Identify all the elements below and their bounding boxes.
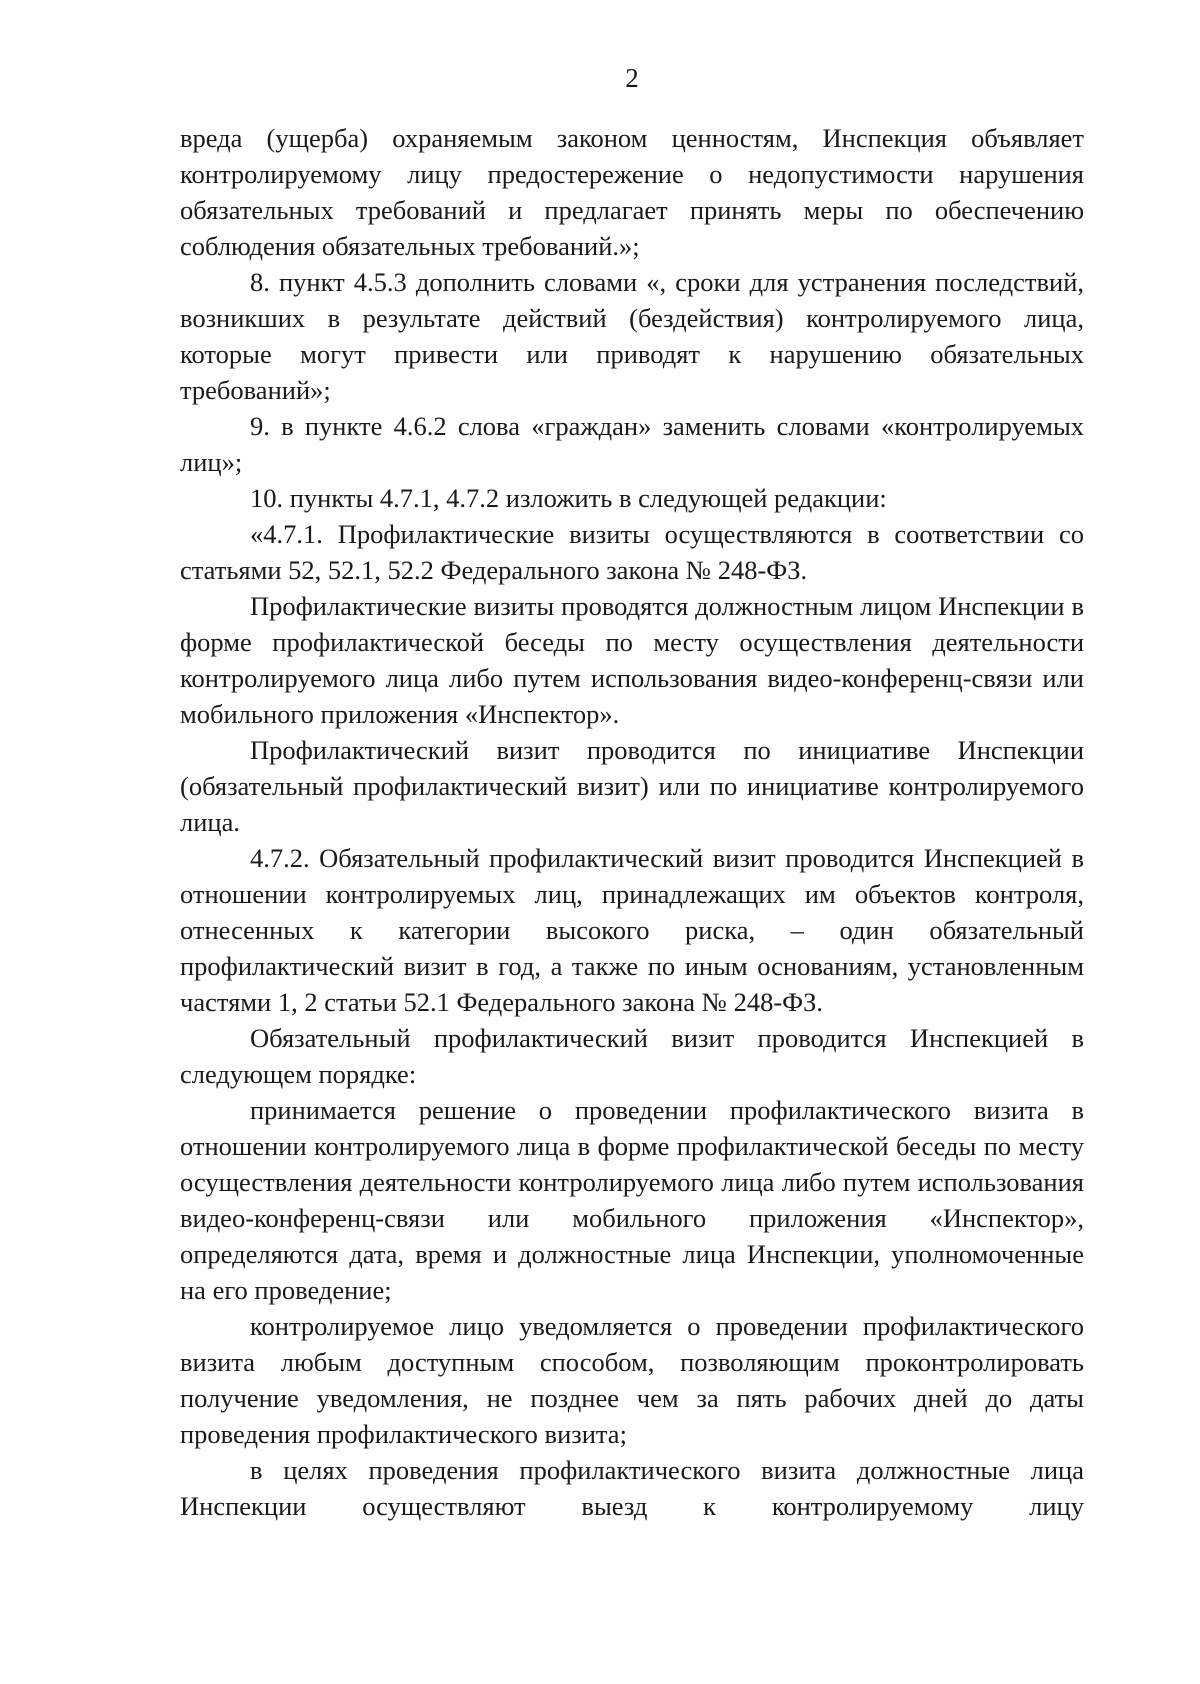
paragraph-item-8: 8. пункт 4.5.3 дополнить словами «, сроки для устранения последствий, возникших в результате действий (бездействия) контролируемого лица, которые могут привести или приводят к нарушению обязательных требований»; xyxy=(180,267,1084,405)
paragraph-procedure-intro: Обязательный профилактический визит проводится Инспекцией в следующем порядке: xyxy=(180,1023,1084,1089)
paragraph-procedure-notice: контролируемое лицо уведомляется о проведении профилактического визита любым доступным способом, позволяющим проконтролировать получение уведомления, не позднее чем за пять рабочих дней до даты проведения профилактического визита; xyxy=(180,1311,1084,1449)
document-body xyxy=(180,120,1084,1524)
page-number: 2 xyxy=(625,63,639,93)
paragraph-4-7-1: «4.7.1. Профилактические визиты осуществляются в соответствии со статьями 52, 52.1, 52.2 Федерального закона № 248-ФЗ. xyxy=(180,519,1084,585)
paragraph-visits-form: Профилактические визиты проводятся должностным лицом Инспекции в форме профилактической беседы по месту осуществления деятельности контролируемого лица либо путем использования видео-конференц-связи или мобильного приложения «Инспектор». xyxy=(180,591,1084,729)
paragraph-4-7-2: 4.7.2. Обязательный профилактический визит проводится Инспекцией в отношении контролируемых лиц, принадлежащих им объектов контроля, отнесенных к категории высокого риска, – один обязательный профилактический визит в год, а также по иным основаниям, установленным частями 1, 2 статьи 52.1 Федерального закона № 248-ФЗ. xyxy=(180,843,1084,1017)
paragraph-continuation: вреда (ущерба) охраняемым законом ценностям, Инспекция объявляет контролируемому лицу предостережение о недопустимости нарушения обязательных требований и предлагает принять меры по обеспечению соблюдения обязательных требований.»; xyxy=(180,123,1084,261)
paragraph-procedure-visit: в целях проведения профилактического визита должностные лица Инспекции осуществляют выезд к контролируемому лицу xyxy=(180,1455,1084,1521)
paragraph-item-9: 9. в пункте 4.6.2 слова «граждан» заменить словами «контролируемых лиц»; xyxy=(180,411,1084,477)
paragraph-procedure-decision: принимается решение о проведении профилактического визита в отношении контролируемого лица в форме профилактической беседы по месту осуществления деятельности контролируемого лица либо путем использования видео-конференц-связи или мобильного приложения «Инспектор», определяются дата, время и должностные лица Инспекции, уполномоченные на его проведение; xyxy=(180,1095,1084,1305)
paragraph-item-10: 10. пункты 4.7.1, 4.7.2 изложить в следующей редакции: xyxy=(250,483,887,513)
paragraph-visit-initiative: Профилактический визит проводится по инициативе Инспекции (обязательный профилактический визит) или по инициативе контролируемого лица. xyxy=(180,735,1084,837)
